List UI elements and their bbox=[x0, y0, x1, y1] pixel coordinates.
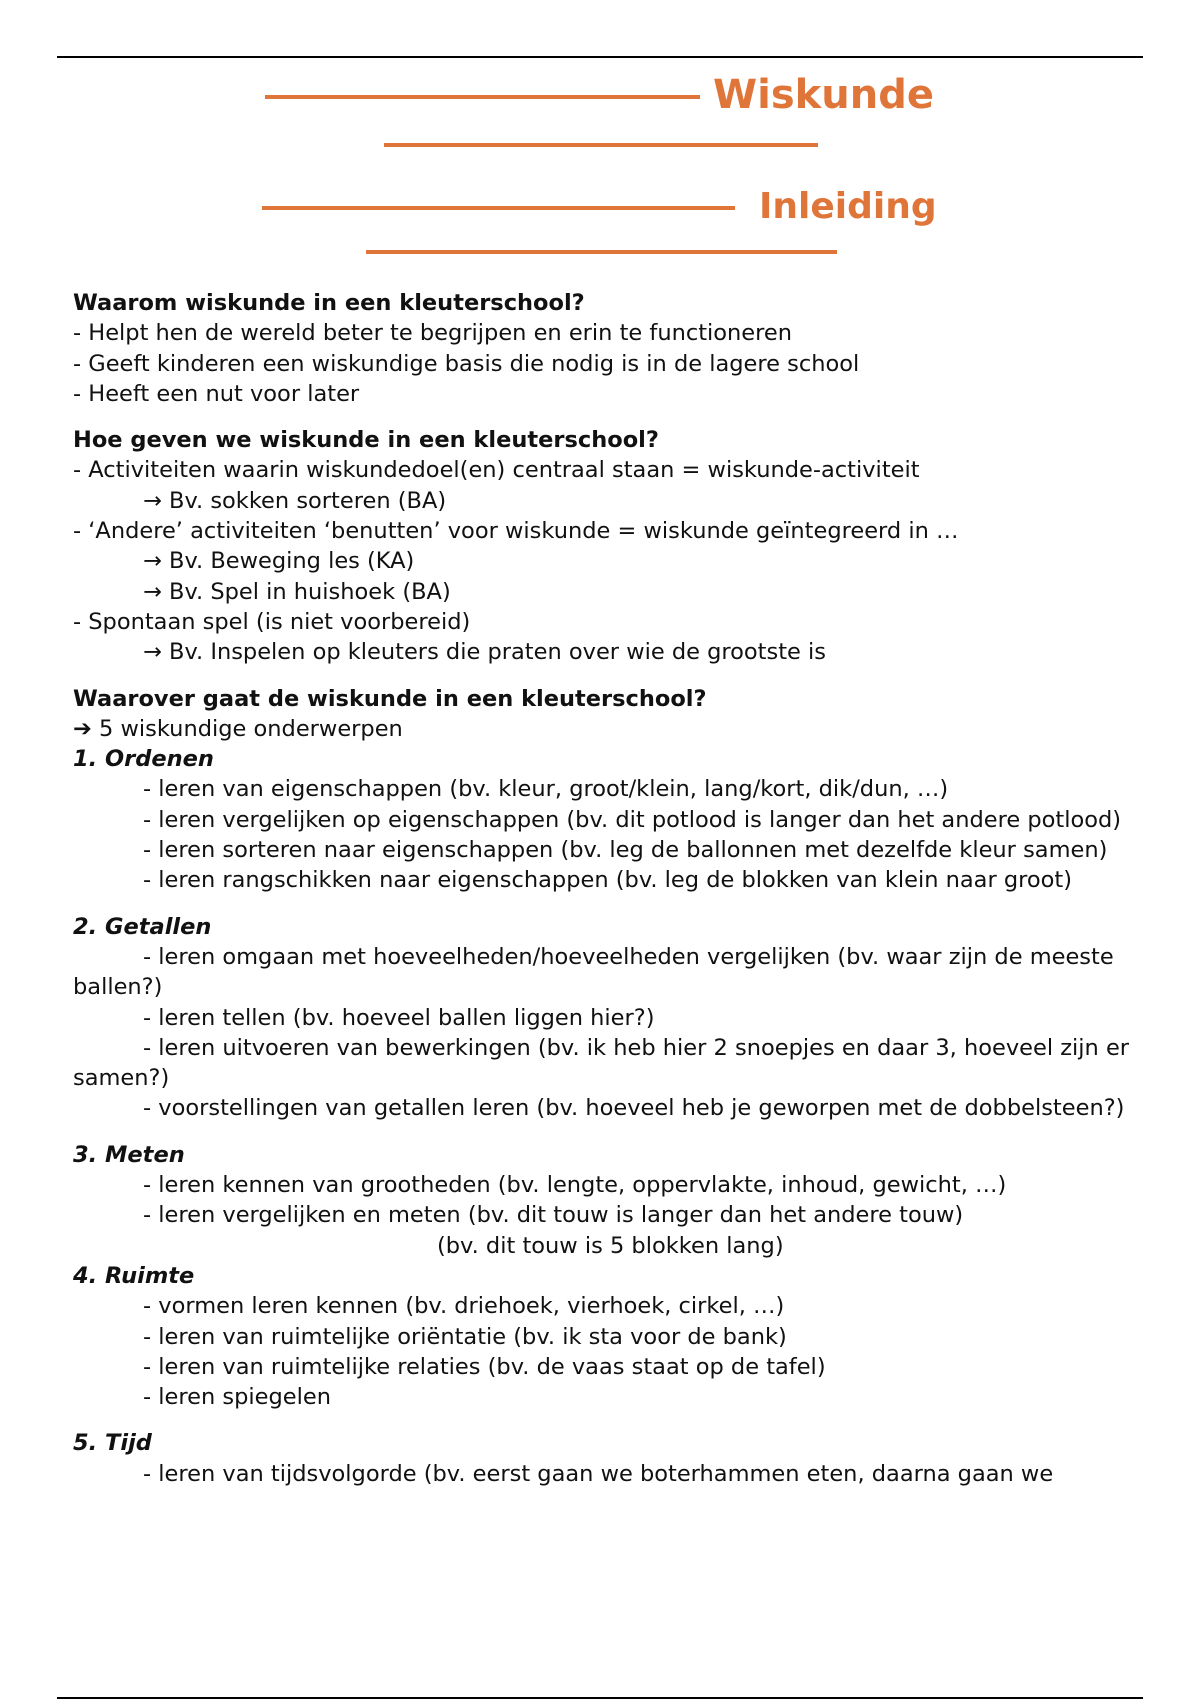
list-item: - Heeft een nut voor later bbox=[73, 380, 360, 407]
list-item: - ‘Andere’ activiteiten ‘benutten’ voor wiskunde = wiskunde geïntegreerd in … bbox=[73, 518, 959, 545]
section-heading-what: Waarover gaat de wiskunde in een kleuterschool? bbox=[73, 685, 707, 712]
list-item: - Helpt hen de wereld beter te begrijpen en erin te functioneren bbox=[73, 320, 793, 347]
subtitle-decor-line-under bbox=[366, 250, 837, 254]
page-title: Wiskunde bbox=[713, 72, 934, 118]
page-subtitle: Inleiding bbox=[759, 186, 937, 227]
example-line: (bv. dit touw is 5 blokken lang) bbox=[437, 1232, 784, 1259]
list-item: - leren rangschikken naar eigenschappen (bv. leg de blokken van klein naar groot) bbox=[143, 867, 1073, 894]
list-item: - leren uitvoeren van bewerkingen (bv. ik heb hier 2 snoepjes en daar 3, hoeveel zijn er samen?) bbox=[73, 1034, 1130, 1092]
list-item: - leren van ruimtelijke relaties (bv. de vaas staat op de tafel) bbox=[143, 1353, 826, 1380]
list-item: - leren van eigenschappen (bv. kleur, groot/klein, lang/kort, dik/dun, …) bbox=[143, 776, 949, 803]
list-item: - voorstellingen van getallen leren (bv. hoeveel heb je geworpen met de dobbelsteen?) bbox=[143, 1095, 1125, 1122]
example-line: → Bv. Spel in huishoek (BA) bbox=[143, 578, 451, 605]
topic-heading-ordenen: 1. Ordenen bbox=[73, 746, 214, 773]
topic-heading-tijd: 5. Tijd bbox=[73, 1430, 152, 1457]
title-decor-line-under bbox=[384, 143, 818, 147]
example-line: → Bv. Inspelen op kleuters die praten over wie de grootste is bbox=[143, 639, 827, 666]
example-line: → Bv. Beweging les (KA) bbox=[143, 548, 415, 575]
list-item: - leren spiegelen bbox=[143, 1384, 331, 1411]
list-item: - Geeft kinderen een wiskundige basis die nodig is in de lagere school bbox=[73, 350, 860, 377]
list-item: - leren kennen van grootheden (bv. lengte, oppervlakte, inhoud, gewicht, …) bbox=[143, 1172, 1007, 1199]
list-item: - Activiteiten waarin wiskundedoel(en) centraal staan = wiskunde-activiteit bbox=[73, 457, 920, 484]
list-item: - leren sorteren naar eigenschappen (bv. leg de ballonnen met dezelfde kleur samen) bbox=[143, 837, 1108, 864]
list-item: - Spontaan spel (is niet voorbereid) bbox=[73, 608, 471, 635]
topic-heading-ruimte: 4. Ruimte bbox=[73, 1262, 195, 1289]
list-item: - vormen leren kennen (bv. driehoek, vierhoek, cirkel, …) bbox=[143, 1293, 785, 1320]
section-intro: ➔ 5 wiskundige onderwerpen bbox=[73, 715, 403, 742]
subtitle-decor-line-left bbox=[262, 206, 735, 210]
section-heading-how: Hoe geven we wiskunde in een kleuterschool? bbox=[73, 427, 659, 454]
list-item: - leren vergelijken en meten (bv. dit touw is langer dan het andere touw) bbox=[143, 1202, 964, 1229]
section-heading-why: Waarom wiskunde in een kleuterschool? bbox=[73, 290, 585, 316]
document-body bbox=[73, 288, 1133, 1489]
list-item: - leren vergelijken op eigenschappen (bv. dit potlood is langer dan het andere potlood) bbox=[143, 806, 1122, 833]
list-item: - leren tellen (bv. hoeveel ballen liggen hier?) bbox=[143, 1004, 655, 1031]
list-item: - leren van ruimtelijke oriëntatie (bv. ik sta voor de bank) bbox=[143, 1323, 787, 1350]
topic-heading-meten: 3. Meten bbox=[73, 1141, 185, 1168]
list-item: - leren omgaan met hoeveelheden/hoeveelheden vergelijken (bv. waar zijn de meeste ballen?) bbox=[73, 943, 1114, 1001]
topic-heading-getallen: 2. Getallen bbox=[73, 913, 212, 940]
list-item: - leren van tijdsvolgorde (bv. eerst gaan we boterhammen eten, daarna gaan we bbox=[143, 1460, 1054, 1487]
bottom-page-rule bbox=[57, 1697, 1143, 1699]
top-page-rule bbox=[57, 56, 1143, 58]
example-line: → Bv. sokken sorteren (BA) bbox=[143, 487, 447, 514]
title-decor-line-left bbox=[265, 95, 700, 99]
